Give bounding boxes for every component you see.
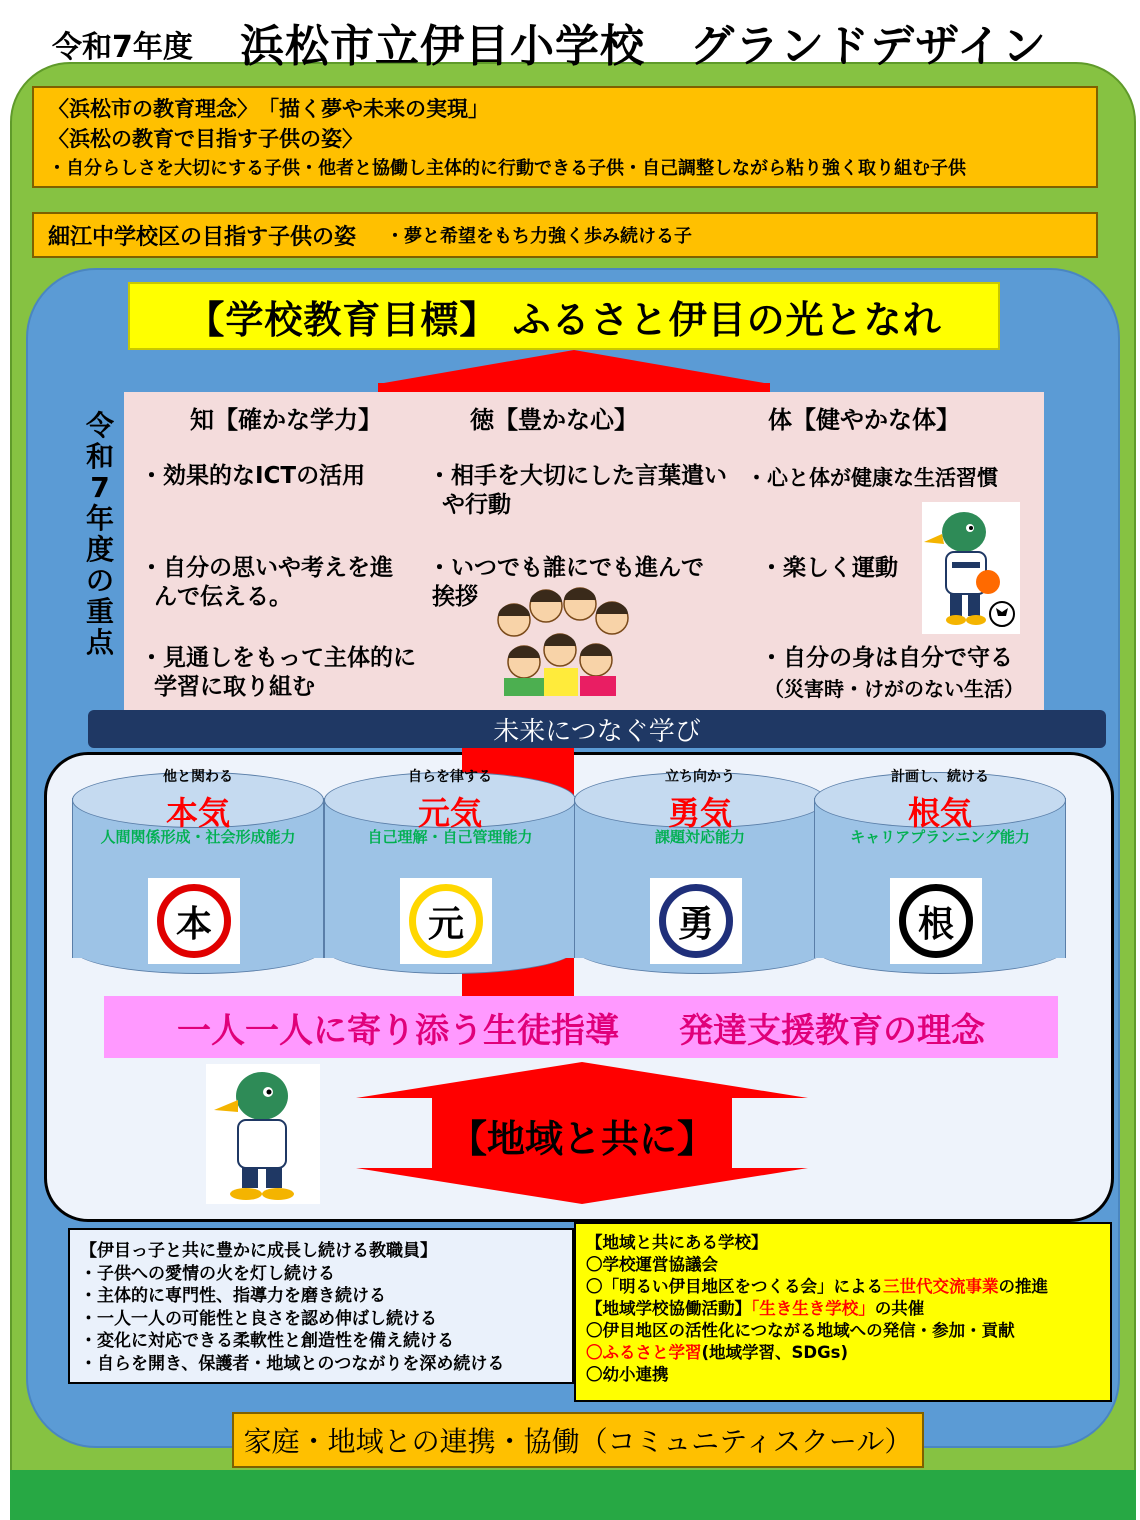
- hosoe-label: 細江中学校区の目指す子供の姿: [48, 224, 357, 250]
- community-school-box: [574, 1222, 1112, 1402]
- pillar-subtitle: 課題対応能力: [654, 828, 745, 846]
- community-item: 〇学校運営協議会: [586, 1255, 718, 1274]
- staff-item: ・一人一人の可能性と良さを認め伸ばし続ける: [80, 1308, 437, 1329]
- gen-badge-icon: 元: [409, 884, 483, 958]
- yu-badge-icon: 勇: [659, 884, 733, 958]
- education-philosophy-box: [32, 86, 1098, 188]
- priority-item: ・自分の身は自分で守る: [760, 645, 1013, 671]
- staff-box: [68, 1228, 574, 1384]
- priority-item: 学習に取り組む: [154, 674, 315, 700]
- staff-item: ・主体的に専門性、指導力を磨き続ける: [80, 1286, 386, 1306]
- priority-item: ・効果的なICTの活用: [140, 463, 366, 489]
- priority-item: （災害時・けがのない生活）: [764, 677, 1024, 701]
- pillar-subtitle: 自己理解・自己管理能力: [367, 828, 533, 846]
- guidance-right: 発達支援教育の理念: [679, 1010, 985, 1051]
- children-illustration: [484, 580, 644, 698]
- community-item: 【地域学校協働活動】「生き生き学校」の共催: [586, 1299, 925, 1318]
- pillar-yuki: [574, 762, 826, 976]
- pillar-badge-box: [400, 878, 492, 964]
- pillar-caption: 他と関わる: [163, 769, 233, 785]
- hosoe-box: [32, 212, 1098, 258]
- community-item: 〇「明るい伊目地区をつくる会」による三世代交流事業の推進: [586, 1277, 1048, 1296]
- priority-item: 挨拶: [432, 584, 478, 610]
- priority-item: や行動: [442, 492, 511, 518]
- pillar-caption: 立ち向かう: [665, 769, 735, 785]
- bottom-green-band: [10, 1470, 1136, 1520]
- with-community-label: 【地域と共に】: [448, 1117, 715, 1161]
- pillar-title: 勇気: [667, 794, 732, 832]
- pillar-caption: 自らを律する: [408, 769, 492, 785]
- community-title: 【地域と共にある学校】: [586, 1233, 768, 1252]
- community-item: 〇ふるさと学習(地域学習、SDGs): [586, 1343, 849, 1362]
- mascot-soccer: [922, 502, 1020, 634]
- community-school-bar: 家庭・地域との連携・協働（コミュニティスクール）: [232, 1412, 924, 1468]
- priority-item: ・いつでも誰にでも進んで: [428, 555, 704, 581]
- kon-badge-icon: 根: [899, 884, 973, 958]
- pillar-subtitle: キャリアプランニング能力: [850, 828, 1030, 846]
- priority-item: んで伝える。: [154, 584, 292, 610]
- staff-item: ・自らを開き、保護者・地域とのつながりを深め続ける: [80, 1353, 505, 1374]
- up-arrow-head: [378, 350, 770, 384]
- guidance-left: 一人一人に寄り添う生徒指導: [177, 1010, 619, 1051]
- pillar-title: 元気: [417, 794, 482, 832]
- priority-heading-body: 体【健やかな体】: [768, 406, 960, 434]
- priorities-box: [124, 392, 1044, 712]
- future-learning-bar: 未来につなぐ学び: [88, 710, 1106, 748]
- pillar-caption: 計画し、続ける: [891, 769, 989, 785]
- pillar-honki: [72, 762, 324, 976]
- priority-item: ・相手を大切にした言葉遣い: [428, 463, 727, 489]
- pillar-title: 本気: [165, 794, 230, 832]
- pillar-badge-box: [890, 878, 982, 964]
- pillar-genki: [324, 762, 576, 976]
- guidance-bar: [104, 996, 1058, 1058]
- staff-item: ・子供への愛情の火を灯し続ける: [80, 1263, 335, 1284]
- pillar-badge-box: [650, 878, 742, 964]
- priorities-vertical-label: 令 和 7 年 度 の 重 点: [85, 409, 114, 659]
- priority-item: ・見通しをもって主体的に: [140, 645, 416, 671]
- school-goal: 【学校教育目標】 ふるさと伊目の光となれ: [128, 282, 1000, 350]
- pillar-subtitle: 人間関係形成・社会形成能力: [100, 828, 296, 846]
- hon-badge-icon: 本: [157, 884, 231, 958]
- page-title: 浜松市立伊目小学校 グランドデザイン: [240, 21, 1047, 72]
- priority-item: ・自分の思いや考えを進: [140, 555, 393, 581]
- philosophy-line2: 〈浜松の教育で目指す子供の姿〉: [48, 127, 363, 151]
- mascot-standing: [206, 1064, 320, 1204]
- header-year: 令和7年度: [52, 30, 193, 65]
- community-item: 〇伊目地区の活性化につながる地域への発信・参加・貢献: [586, 1321, 1015, 1340]
- priority-heading-virtue: 徳【豊かな心】: [470, 406, 638, 434]
- philosophy-line1: 〈浜松市の教育理念〉 「描く夢や未来の実現」: [48, 97, 489, 121]
- hosoe-value: ・夢と希望をもち力強く歩み続ける子: [386, 226, 693, 247]
- staff-item: ・変化に対応できる柔軟性と創造性を備え続ける: [80, 1331, 454, 1351]
- community-item: 〇幼小連携: [586, 1365, 669, 1384]
- priority-item: ・楽しく運動: [760, 555, 898, 581]
- staff-title: 【伊目っ子と共に豊かに成長し続ける教職員】: [80, 1241, 437, 1261]
- pillar-title: 根気: [907, 794, 972, 832]
- priority-item: ・心と体が健康な生活習慣: [746, 466, 998, 490]
- philosophy-line3: ・自分らしさを大切にする子供・他者と協働し主体的に行動できる子供・自己調整しながら粘り強く取り組む子供: [48, 158, 966, 179]
- pillar-konki: [814, 762, 1066, 976]
- priority-heading-knowledge: 知【確かな学力】: [190, 406, 382, 434]
- pillar-badge-box: [148, 878, 240, 964]
